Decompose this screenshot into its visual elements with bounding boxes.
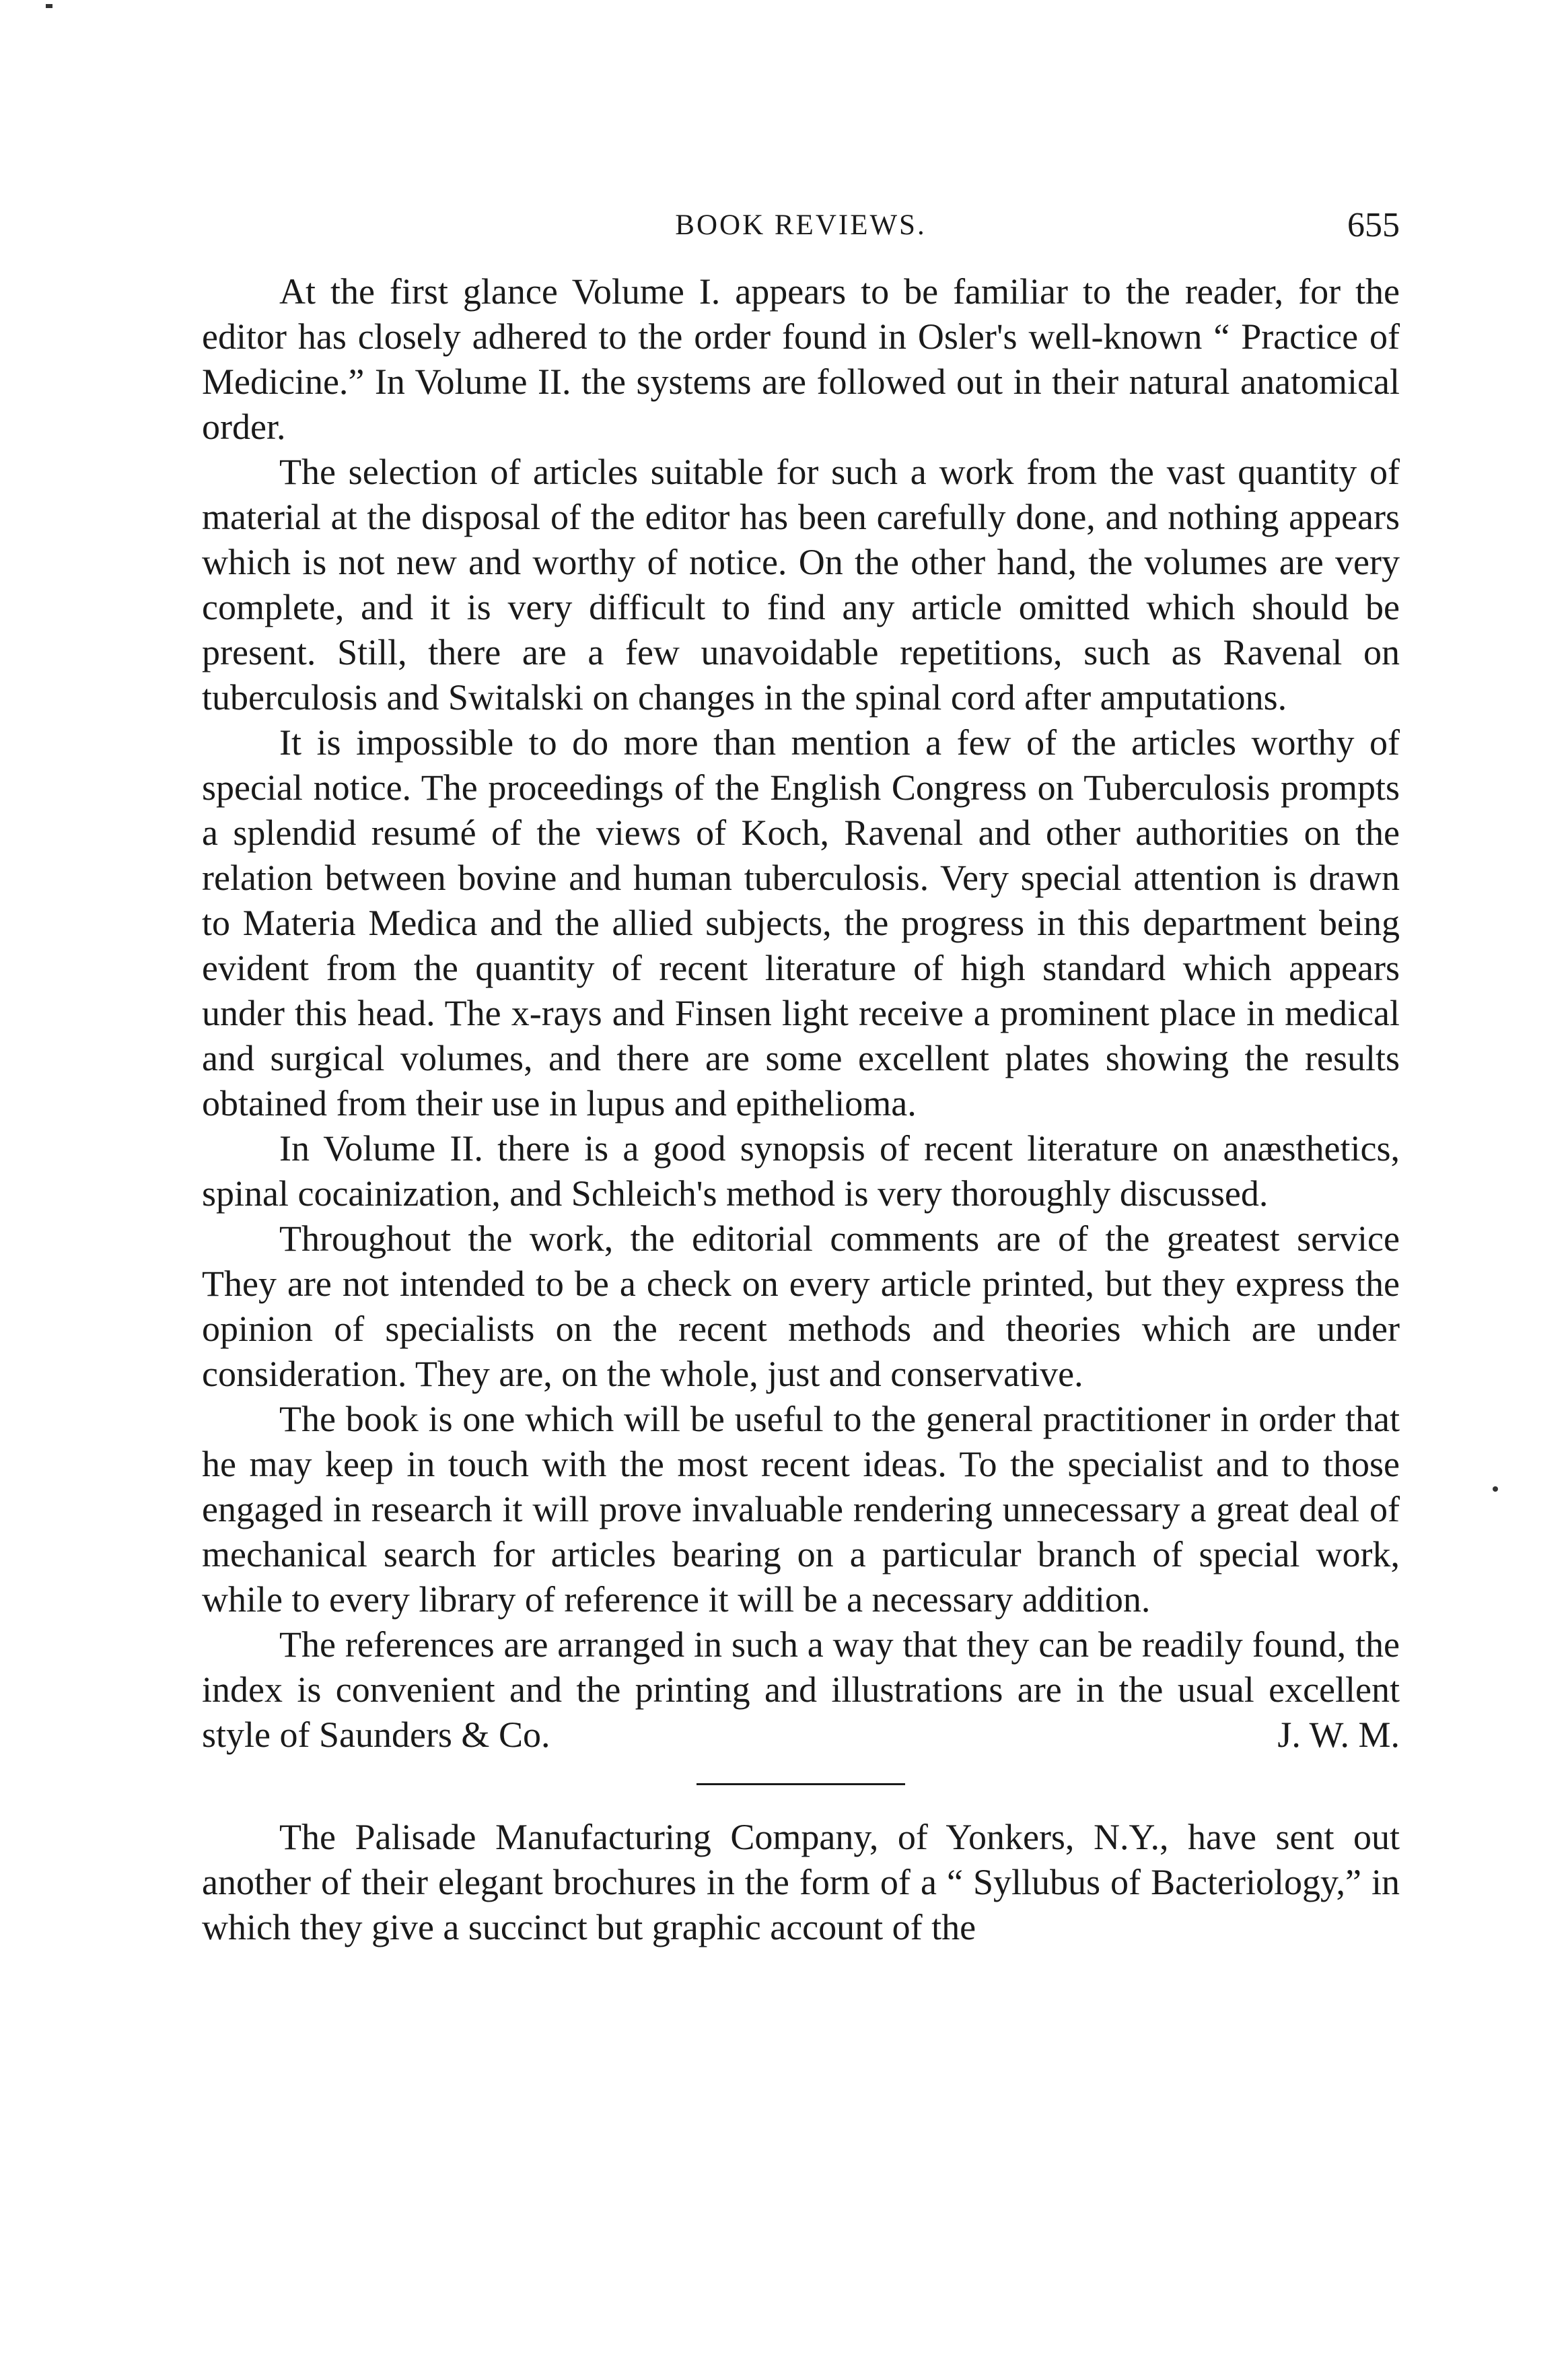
page-header [202,202,1400,249]
reviewer-signature: J. W. M. [1277,1715,1400,1755]
final-paragraph-text: The references are arranged in such a way that they can be readily found, the index is convenient and the printing and illustrations are in the usual excellent style of Saunders & Co. [202,1624,1400,1755]
paragraph-5: Throughout the work, the editorial comments are of the greatest service They are not intended to be a check on every article printed, but they express the opinion of specialists on the recent methods and theories which are under consideration. They are, on the whole, just and conservative. [202,1218,1400,1394]
paragraph-1: At the first glance Volume I. appears to be familiar to the reader, for the editor has closely adhered to the order found in Osler's well-known “ Practice of Medicine.” In Volume II. the systems are followed out in their natural anatomical order. [202,271,1400,447]
next-review-paragraph: The Palisade Manufacturing Company, of Yonkers, N.Y., have sent out another of their elegant brochures in the form of a “ Syllubus of Bacteriology,” in which they give a succinct but graphic account of the [202,1817,1400,1947]
paragraph-6: The book is one which will be useful to the general practitioner in order that he may keep in touch with the most recent ideas. To the specialist and to those engaged in research it will prove invaluable rendering unnecessary a great deal of mechanical search for articles bearing on a particular branch of special work, while to every library of reference it will be a necessary addition. [202,1399,1400,1620]
section-divider [697,1783,905,1785]
paragraph-3: It is impossible to do more than mention a few of the articles worthy of special notice. The proceedings of the English Congress on Tuberculosis prompts a splendid resumé of the views of Koch, Ravenal and other authorities on the relation between bovine and human tuberculosis. Very special attention is drawn to Materia Medica and the allied subjects, the progress in this department being evident from the quantity of recent literature of high standard which appears under this head. The x-rays and Finsen light receive a prominent place in medical and surgical volumes, and there are some excellent plates showing the results obtained from their use in lupus and epithelioma. [202,722,1400,1123]
paragraph-7 [202,1622,1400,1758]
margin-dot [1493,1486,1498,1492]
scan-mark [46,4,52,8]
paragraph-4: In Volume II. there is a good synopsis of recent literature on anæsthetics, spinal cocainization, and Schleich's method is very thoroughly discussed. [202,1128,1400,1214]
page-number: 655 [1347,206,1400,244]
paragraph-2: The selection of articles suitable for such a work from the vast quantity of material at the disposal of the editor has been carefully done, and nothing appears which is not new and worthy of notice. On the other hand, the volumes are very complete, and it is very difficult to find any article omitted which should be present. Still, there are a few unavoidable repetitions, such as Ravenal on tuberculosis and Switalski on changes in the spinal cord after amputations. [202,452,1400,718]
running-head: BOOK REVIEWS. [675,209,927,241]
review-body [202,269,1400,1950]
